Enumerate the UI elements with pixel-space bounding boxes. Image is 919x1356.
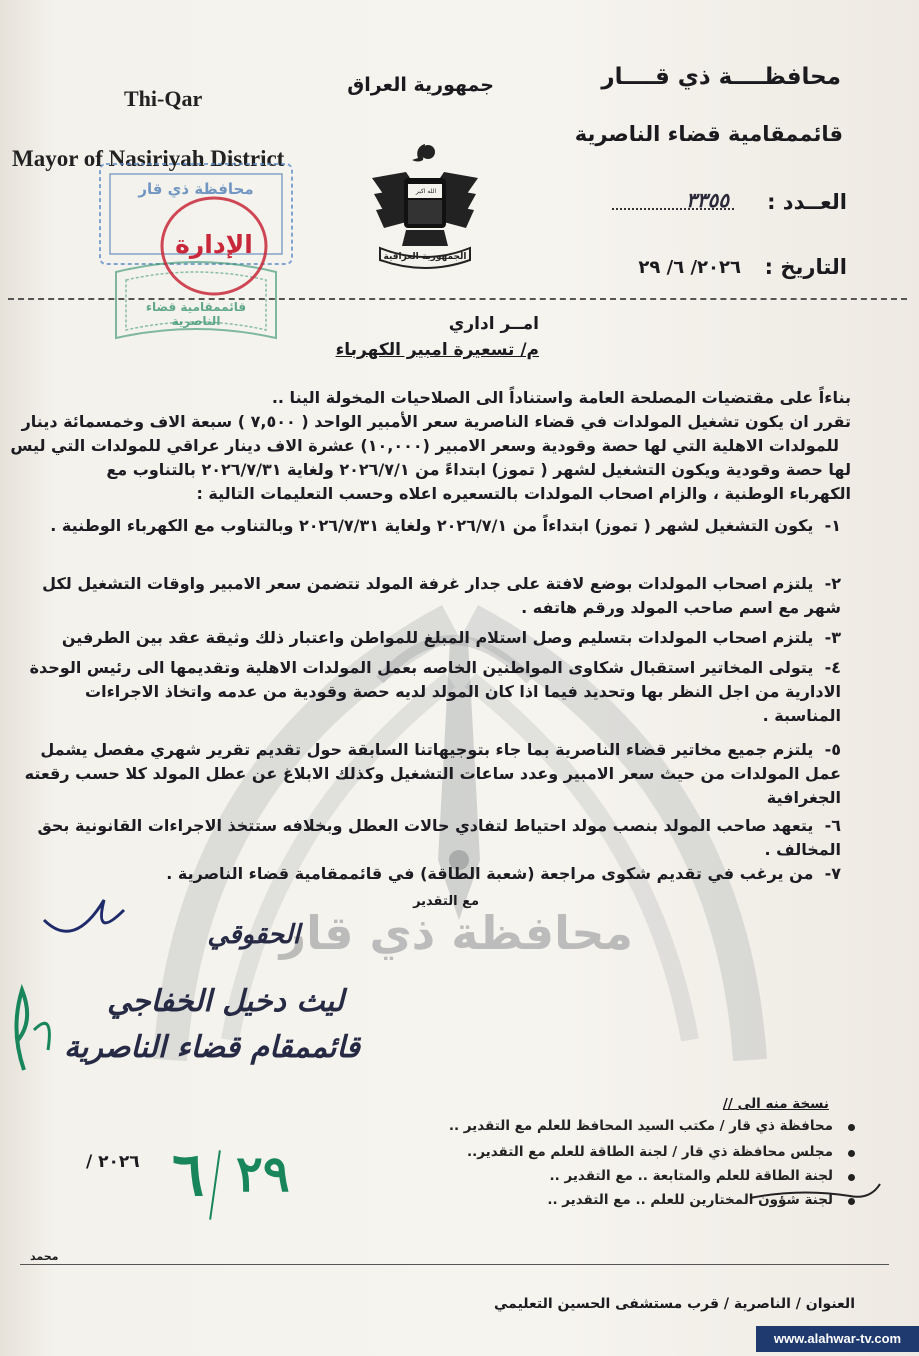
emblem-banner-text: الله اكبر bbox=[415, 188, 437, 195]
header-district: قائممقامية قضاء الناصرية bbox=[574, 122, 843, 146]
hand-date-slash bbox=[209, 1150, 221, 1220]
hand-date-year: ٢٠٢٦ / bbox=[86, 1152, 140, 1172]
body-line-5: الكهرباء الوطنية ، والزام اصحاب المولدات بالتسعيره اعلاه وحسب التعليمات التالية : bbox=[196, 484, 851, 503]
closing-regards: مع التقدير bbox=[413, 894, 479, 909]
emblem-caption: الجمهورية العراقية bbox=[383, 252, 467, 262]
administration-stamp bbox=[96, 160, 296, 346]
item-text: يلتزم اصحاب المولدات بتسليم وصل استلام المبلغ للمواطن واعتبار ذلك وثيقة عقد بين الطرفين bbox=[61, 628, 814, 647]
signature-name: ليث دخيل الخفاجي bbox=[107, 984, 344, 1019]
item-6 bbox=[14, 814, 841, 862]
item-text: يتعهد صاحب المولد بنصب مولد احتياط لتفادي حالات العطل وبخلافه ستتخذ الاجراءات القانونية بحق المخالف . bbox=[37, 816, 841, 859]
header-en-province: Thi-Qar bbox=[124, 86, 203, 111]
stamp-ring-bottom: قائممقامية قضاء الناصرية bbox=[145, 300, 247, 328]
item-number: ٤- bbox=[824, 658, 841, 677]
cc-item-2: مجلس محافظة ذي قار / لجنة الطاقة للعلم مع التقدير.. bbox=[467, 1144, 833, 1160]
footer-website-banner bbox=[756, 1326, 919, 1352]
hand-date-month: ٦ bbox=[172, 1140, 205, 1210]
cc-bullet bbox=[848, 1150, 855, 1157]
item-number: ٦- bbox=[824, 816, 841, 835]
stamp-label: الإدارة bbox=[175, 230, 253, 259]
order-subject: م/ تسعيرة امبير الكهرباء bbox=[335, 340, 539, 360]
header-separator bbox=[8, 298, 907, 300]
header-date-label: التاريخ : bbox=[764, 255, 847, 279]
cc-item-4: لجنة شؤون المختارين للعلم .. مع التقدير .. bbox=[547, 1192, 833, 1208]
typist-initials: محمد bbox=[30, 1250, 59, 1263]
body-line-1: بناءاً على مقتضيات المصلحة العامة واستناداً الى الصلاحيات المخولة الينا .. bbox=[271, 388, 851, 407]
item-text: يكون التشغيل لشهر ( تموز) ابتداءاً من ٢٠٢٦/٧/١ ولغاية ٢٠٢٦/٧/٣١ وبالتناوب مع الكهرباء الوطنية . bbox=[50, 516, 814, 535]
header-number-label: العــدد : bbox=[767, 190, 847, 214]
item-number: ٢- bbox=[824, 574, 841, 593]
item-number: ١- bbox=[824, 516, 841, 535]
signature-position: قائممقام قضاء الناصرية bbox=[63, 1030, 360, 1065]
cc-bullet bbox=[848, 1124, 855, 1131]
cc-heading: نسخة منه الى // bbox=[722, 1096, 829, 1112]
item-number: ٧- bbox=[824, 864, 841, 883]
footer-address: العنوان / الناصرية / قرب مستشفى الحسين التعليمي bbox=[494, 1296, 855, 1312]
item-1 bbox=[14, 514, 841, 538]
footer-rule bbox=[20, 1264, 889, 1265]
body-line-2: تقرر ان يكون تشغيل المولدات في قضاء الناصرية سعر الأمبير الواحد ( ٧,٥٠٠ ) سبعة الاف وخمسمائة دينار bbox=[21, 412, 851, 431]
header-republic: جمهورية العراق bbox=[347, 74, 494, 96]
order-title: امــر اداري bbox=[448, 314, 539, 334]
cc-handwritten-stroke bbox=[740, 1178, 890, 1218]
item-3 bbox=[14, 626, 841, 650]
cc-item-3: لجنة الطاقة للعلم والمتابعة .. مع التقدير .. bbox=[549, 1168, 833, 1184]
body-line-4: لها حصة وقودية ويكون التشغيل لشهر ( تموز) ابتداءً من ٢٠٢٦/٧/١ ولغاية ٢٠٢٦/٧/٣١ بالتناوب مع bbox=[106, 460, 851, 479]
watermark-text: محافظة ذي قار bbox=[279, 906, 633, 960]
header-number-dots bbox=[612, 208, 734, 210]
hand-date-day: ٢٩ bbox=[236, 1144, 290, 1203]
item-number: ٣- bbox=[824, 628, 841, 647]
item-4 bbox=[14, 656, 841, 728]
item-5 bbox=[14, 738, 841, 810]
footer-website: www.alahwar-tv.com bbox=[773, 1331, 902, 1346]
item-7 bbox=[14, 862, 841, 886]
item-text: يلتزم اصحاب المولدات بوضع لافتة على جدار غرفة المولد تتضمن سعر الامبير واوقات التشغيل لكل شهر مع اسم صاحب المولد ورقم هاتفه . bbox=[42, 574, 841, 617]
signature-title: الحقوقي bbox=[207, 920, 300, 950]
stamp-ring-top: محافظة ذي قار bbox=[138, 180, 254, 198]
header-date-value: ٢٠٢٦/ ٦/ ٢٩ bbox=[638, 257, 741, 278]
header-en-office: Mayor of Nasiriyah District bbox=[12, 146, 285, 171]
header-number-value: ٣٣٥٥ bbox=[686, 188, 729, 212]
item-text: يتولى المخاتير استقبال شكاوى المواطنين الخاصه بعمل المولدات الاهلية وتقديمها الى رئيس الوحدة الادارية من اجل النظر بها وتحديد فيما اذا كان المولد لديه حصة وقودية من عدمه واتخاذ الاجراءات المناسبة . bbox=[29, 658, 841, 725]
cc-item-1: محافظة ذي قار / مكتب السيد المحافظ للعلم مع التقدير .. bbox=[448, 1118, 833, 1134]
item-number: ٥- bbox=[824, 740, 841, 759]
item-text: يلتزم جميع مخاتير قضاء الناصرية بما جاء بتوجيهاتنا السابقة حول تقديم تقرير شهري مفصل يشمل عمل المولدات من حيث سعر الامبير وعدد ساعات التشغيل وكذلك الابلاغ عن عطل المولد كلا حسب رقعته الجغرافية bbox=[24, 740, 841, 807]
item-text: من يرغب في تقديم شكوى مراجعة (شعبة الطاقة) في قائممقامية قضاء الناصرية . bbox=[166, 864, 814, 883]
header-province: محافظــــة ذي قــــار bbox=[601, 64, 841, 90]
item-2 bbox=[14, 572, 841, 620]
handwritten-signature-mark bbox=[4, 880, 134, 1080]
body-line-3: للمولدات الاهلية التي لها حصة وقودية وسعر الامبير (١٠,٠٠٠) عشرة الاف دينار عراقي للمولدات التي ليس bbox=[10, 436, 839, 455]
